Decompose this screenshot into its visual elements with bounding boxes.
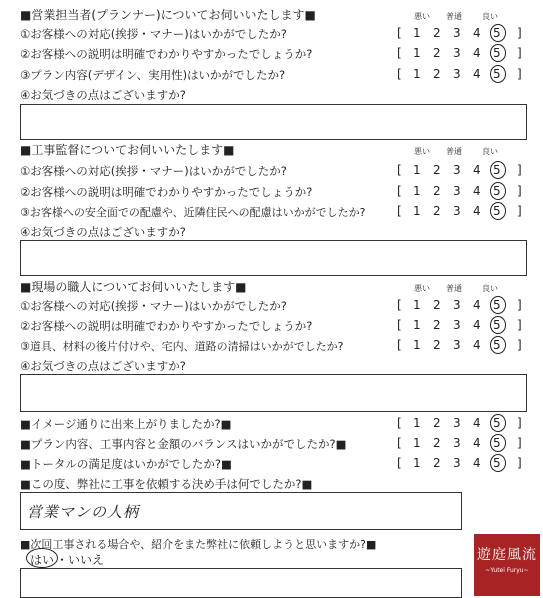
rating-option-3[interactable]: 3: [453, 436, 461, 450]
question-deciding-factor: ■この度、弊社に工事を依頼する決め手は何でしたか?■: [20, 477, 313, 491]
rating-option-4[interactable]: 4: [473, 46, 481, 60]
rating-option-3[interactable]: 3: [453, 416, 461, 430]
scale-label-normal: 普通: [446, 284, 462, 293]
scale-label-normal: 普通: [446, 12, 462, 21]
scale-label-normal: 普通: [446, 147, 462, 156]
rating-option-1[interactable]: 1: [413, 456, 421, 470]
option-yes[interactable]: はい: [30, 553, 55, 567]
rating-scale: [ 1 2 3 4 5 ]: [397, 163, 522, 177]
rating-option-5[interactable]: 5: [493, 46, 501, 60]
rating-option-2[interactable]: 2: [433, 204, 441, 218]
rating-option-4[interactable]: 4: [473, 436, 481, 450]
selected-rating-circle: [490, 65, 506, 83]
rating-scale: [ 1 2 3 4 5 ]: [397, 318, 522, 332]
comments-box-planner[interactable]: [20, 104, 527, 140]
rating-option-2[interactable]: 2: [433, 163, 441, 177]
rating-option-3[interactable]: 3: [453, 456, 461, 470]
question-result-as-imagined: ■イメージ通りに出来上がりましたか?■: [20, 417, 232, 431]
rating-option-5[interactable]: 5: [493, 318, 501, 332]
rating-option-1[interactable]: 1: [413, 416, 421, 430]
rating-option-1[interactable]: 1: [413, 67, 421, 81]
rating-option-3[interactable]: 3: [453, 46, 461, 60]
rating-scale: [ 1 2 3 4 5 ]: [397, 204, 522, 218]
rating-option-2[interactable]: 2: [433, 46, 441, 60]
question-craftsmen-attitude: ①お客様への対応(挨拶・マナー)はいかがでしたか?: [20, 299, 287, 313]
selected-rating-circle: [490, 336, 506, 354]
option-separator: ・: [56, 553, 69, 567]
section-title-planner: ■営業担当者(プランナー)についてお伺いいたします■: [20, 8, 316, 22]
rating-option-5[interactable]: 5: [493, 67, 501, 81]
question-planner-attitude: ①お客様への対応(挨拶・マナー)はいかがでしたか?: [20, 27, 287, 41]
rating-option-2[interactable]: 2: [433, 338, 441, 352]
rating-option-1[interactable]: 1: [413, 318, 421, 332]
selected-rating-circle: [490, 161, 506, 179]
question-supervisor-safety: ③お客様への安全面での配慮や、近隣住民への配慮はいかがでしたか?: [20, 206, 366, 219]
selected-yes-circle: [26, 548, 58, 568]
rating-option-2[interactable]: 2: [433, 184, 441, 198]
selected-rating-circle: [490, 44, 506, 62]
rating-option-5[interactable]: 5: [493, 298, 501, 312]
rating-option-2[interactable]: 2: [433, 456, 441, 470]
selected-rating-circle: [490, 24, 506, 42]
rating-scale: [ 1 2 3 4 5 ]: [397, 184, 522, 198]
rating-option-2[interactable]: 2: [433, 67, 441, 81]
question-price-balance: ■プラン内容、工事内容と金額のバランスはいかがでしたか?■: [20, 437, 347, 451]
rating-option-4[interactable]: 4: [473, 67, 481, 81]
rating-option-4[interactable]: 4: [473, 26, 481, 40]
rating-option-2[interactable]: 2: [433, 298, 441, 312]
rating-scale: [ 1 2 3 4 5 ]: [397, 298, 522, 312]
rating-option-2[interactable]: 2: [433, 436, 441, 450]
question-total-satisfaction: ■トータルの満足度はいかがでしたか?■: [20, 457, 232, 471]
question-planner-plan: ③プラン内容(デザイン、実用性)はいかがでしたか?: [20, 68, 286, 82]
scale-header: [400, 146, 520, 156]
question-planner-explanation: ②お客様への説明は明確でわかりやすかったでしょうか?: [20, 47, 313, 61]
question-next-time: ■次回工事される場合や、紹介をまた弊社に依頼しようと思いますか?■: [20, 538, 377, 551]
selected-rating-circle: [490, 182, 506, 200]
rating-option-5[interactable]: 5: [493, 338, 501, 352]
rating-option-4[interactable]: 4: [473, 298, 481, 312]
selected-rating-circle: [490, 414, 506, 432]
rating-option-3[interactable]: 3: [453, 67, 461, 81]
rating-option-4[interactable]: 4: [473, 163, 481, 177]
comments-box-craftsmen[interactable]: [20, 374, 527, 412]
scale-label-good: 良い: [482, 284, 498, 293]
rating-option-3[interactable]: 3: [453, 318, 461, 332]
section-title-supervisor: ■工事監督についてお伺いいたします■: [20, 143, 235, 157]
scale-label-good: 良い: [482, 147, 498, 156]
rating-option-3[interactable]: 3: [453, 163, 461, 177]
rating-scale: [ 1 2 3 4 5 ]: [397, 338, 522, 352]
rating-scale: [ 1 2 3 4 5 ]: [397, 416, 522, 430]
rating-scale: [ 1 2 3 4 5 ]: [397, 456, 522, 470]
question-craftsmen-cleanup: ③道具、材料の後片付けや、宅内、道路の清掃はいかがでしたか?: [20, 340, 344, 353]
question-supervisor-comments: ④お気づきの点はございますか?: [20, 225, 186, 239]
scale-label-bad: 悪い: [414, 147, 430, 156]
question-craftsmen-explanation: ②お客様への説明は明確でわかりやすかったでしょうか?: [20, 319, 313, 333]
rating-option-4[interactable]: 4: [473, 204, 481, 218]
scale-label-good: 良い: [482, 12, 498, 21]
selected-rating-circle: [490, 296, 506, 314]
selected-rating-circle: [490, 434, 506, 452]
option-no[interactable]: いいえ: [68, 553, 105, 567]
yes-no-options: [30, 551, 110, 567]
deciding-factor-box[interactable]: [20, 492, 462, 530]
scale-header: [400, 11, 520, 21]
selected-rating-circle: [490, 454, 506, 472]
rating-option-4[interactable]: 4: [473, 416, 481, 430]
section-title-craftsmen: ■現場の職人についてお伺いいたします■: [20, 280, 247, 294]
rating-option-5[interactable]: 5: [493, 436, 501, 450]
rating-option-1[interactable]: 1: [413, 26, 421, 40]
selected-rating-circle: [490, 316, 506, 334]
rating-option-3[interactable]: 3: [453, 26, 461, 40]
rating-option-1[interactable]: 1: [413, 184, 421, 198]
rating-option-3[interactable]: 3: [453, 298, 461, 312]
selected-rating-circle: [490, 202, 506, 220]
rating-option-2[interactable]: 2: [433, 416, 441, 430]
rating-option-1[interactable]: 1: [413, 204, 421, 218]
rating-option-3[interactable]: 3: [453, 184, 461, 198]
rating-option-4[interactable]: 4: [473, 456, 481, 470]
rating-option-5[interactable]: 5: [493, 416, 501, 430]
rating-scale: [ 1 2 3 4 5 ]: [397, 436, 522, 450]
question-planner-comments: ④お気づきの点はございますか?: [20, 88, 186, 102]
rating-option-3[interactable]: 3: [453, 338, 461, 352]
rating-option-1[interactable]: 1: [413, 46, 421, 60]
logo-name: 遊庭風流: [477, 547, 537, 563]
rating-option-3[interactable]: 3: [453, 204, 461, 218]
rating-option-4[interactable]: 4: [473, 318, 481, 332]
rating-option-5[interactable]: 5: [493, 456, 501, 470]
scale-header: [400, 283, 520, 293]
question-supervisor-explanation: ②お客様への説明は明確でわかりやすかったでしょうか?: [20, 185, 313, 199]
rating-option-1[interactable]: 1: [413, 338, 421, 352]
company-logo: [474, 534, 540, 596]
rating-option-5[interactable]: 5: [493, 163, 501, 177]
rating-option-1[interactable]: 1: [413, 298, 421, 312]
rating-scale: [ 1 2 3 4 5 ]: [397, 46, 522, 60]
rating-option-5[interactable]: 5: [493, 26, 501, 40]
next-time-box[interactable]: [20, 568, 462, 598]
rating-option-2[interactable]: 2: [433, 318, 441, 332]
scale-label-bad: 悪い: [414, 12, 430, 21]
comments-box-supervisor[interactable]: [20, 240, 527, 276]
rating-scale: [ 1 2 3 4 5 ]: [397, 26, 522, 40]
rating-option-5[interactable]: 5: [493, 204, 501, 218]
deciding-factor-answer: 営業マンの人柄: [27, 503, 140, 521]
logo-tagline: ~Yutei Furyu~: [485, 567, 529, 574]
rating-scale: [ 1 2 3 4 5 ]: [397, 67, 522, 81]
rating-option-2[interactable]: 2: [433, 26, 441, 40]
scale-label-bad: 悪い: [414, 284, 430, 293]
rating-option-4[interactable]: 4: [473, 338, 481, 352]
rating-option-1[interactable]: 1: [413, 436, 421, 450]
rating-option-4[interactable]: 4: [473, 184, 481, 198]
rating-option-5[interactable]: 5: [493, 184, 501, 198]
question-supervisor-attitude: ①お客様への対応(挨拶・マナー)はいかがでしたか?: [20, 164, 287, 178]
question-craftsmen-comments: ④お気づきの点はございますか?: [20, 359, 186, 373]
rating-option-1[interactable]: 1: [413, 163, 421, 177]
